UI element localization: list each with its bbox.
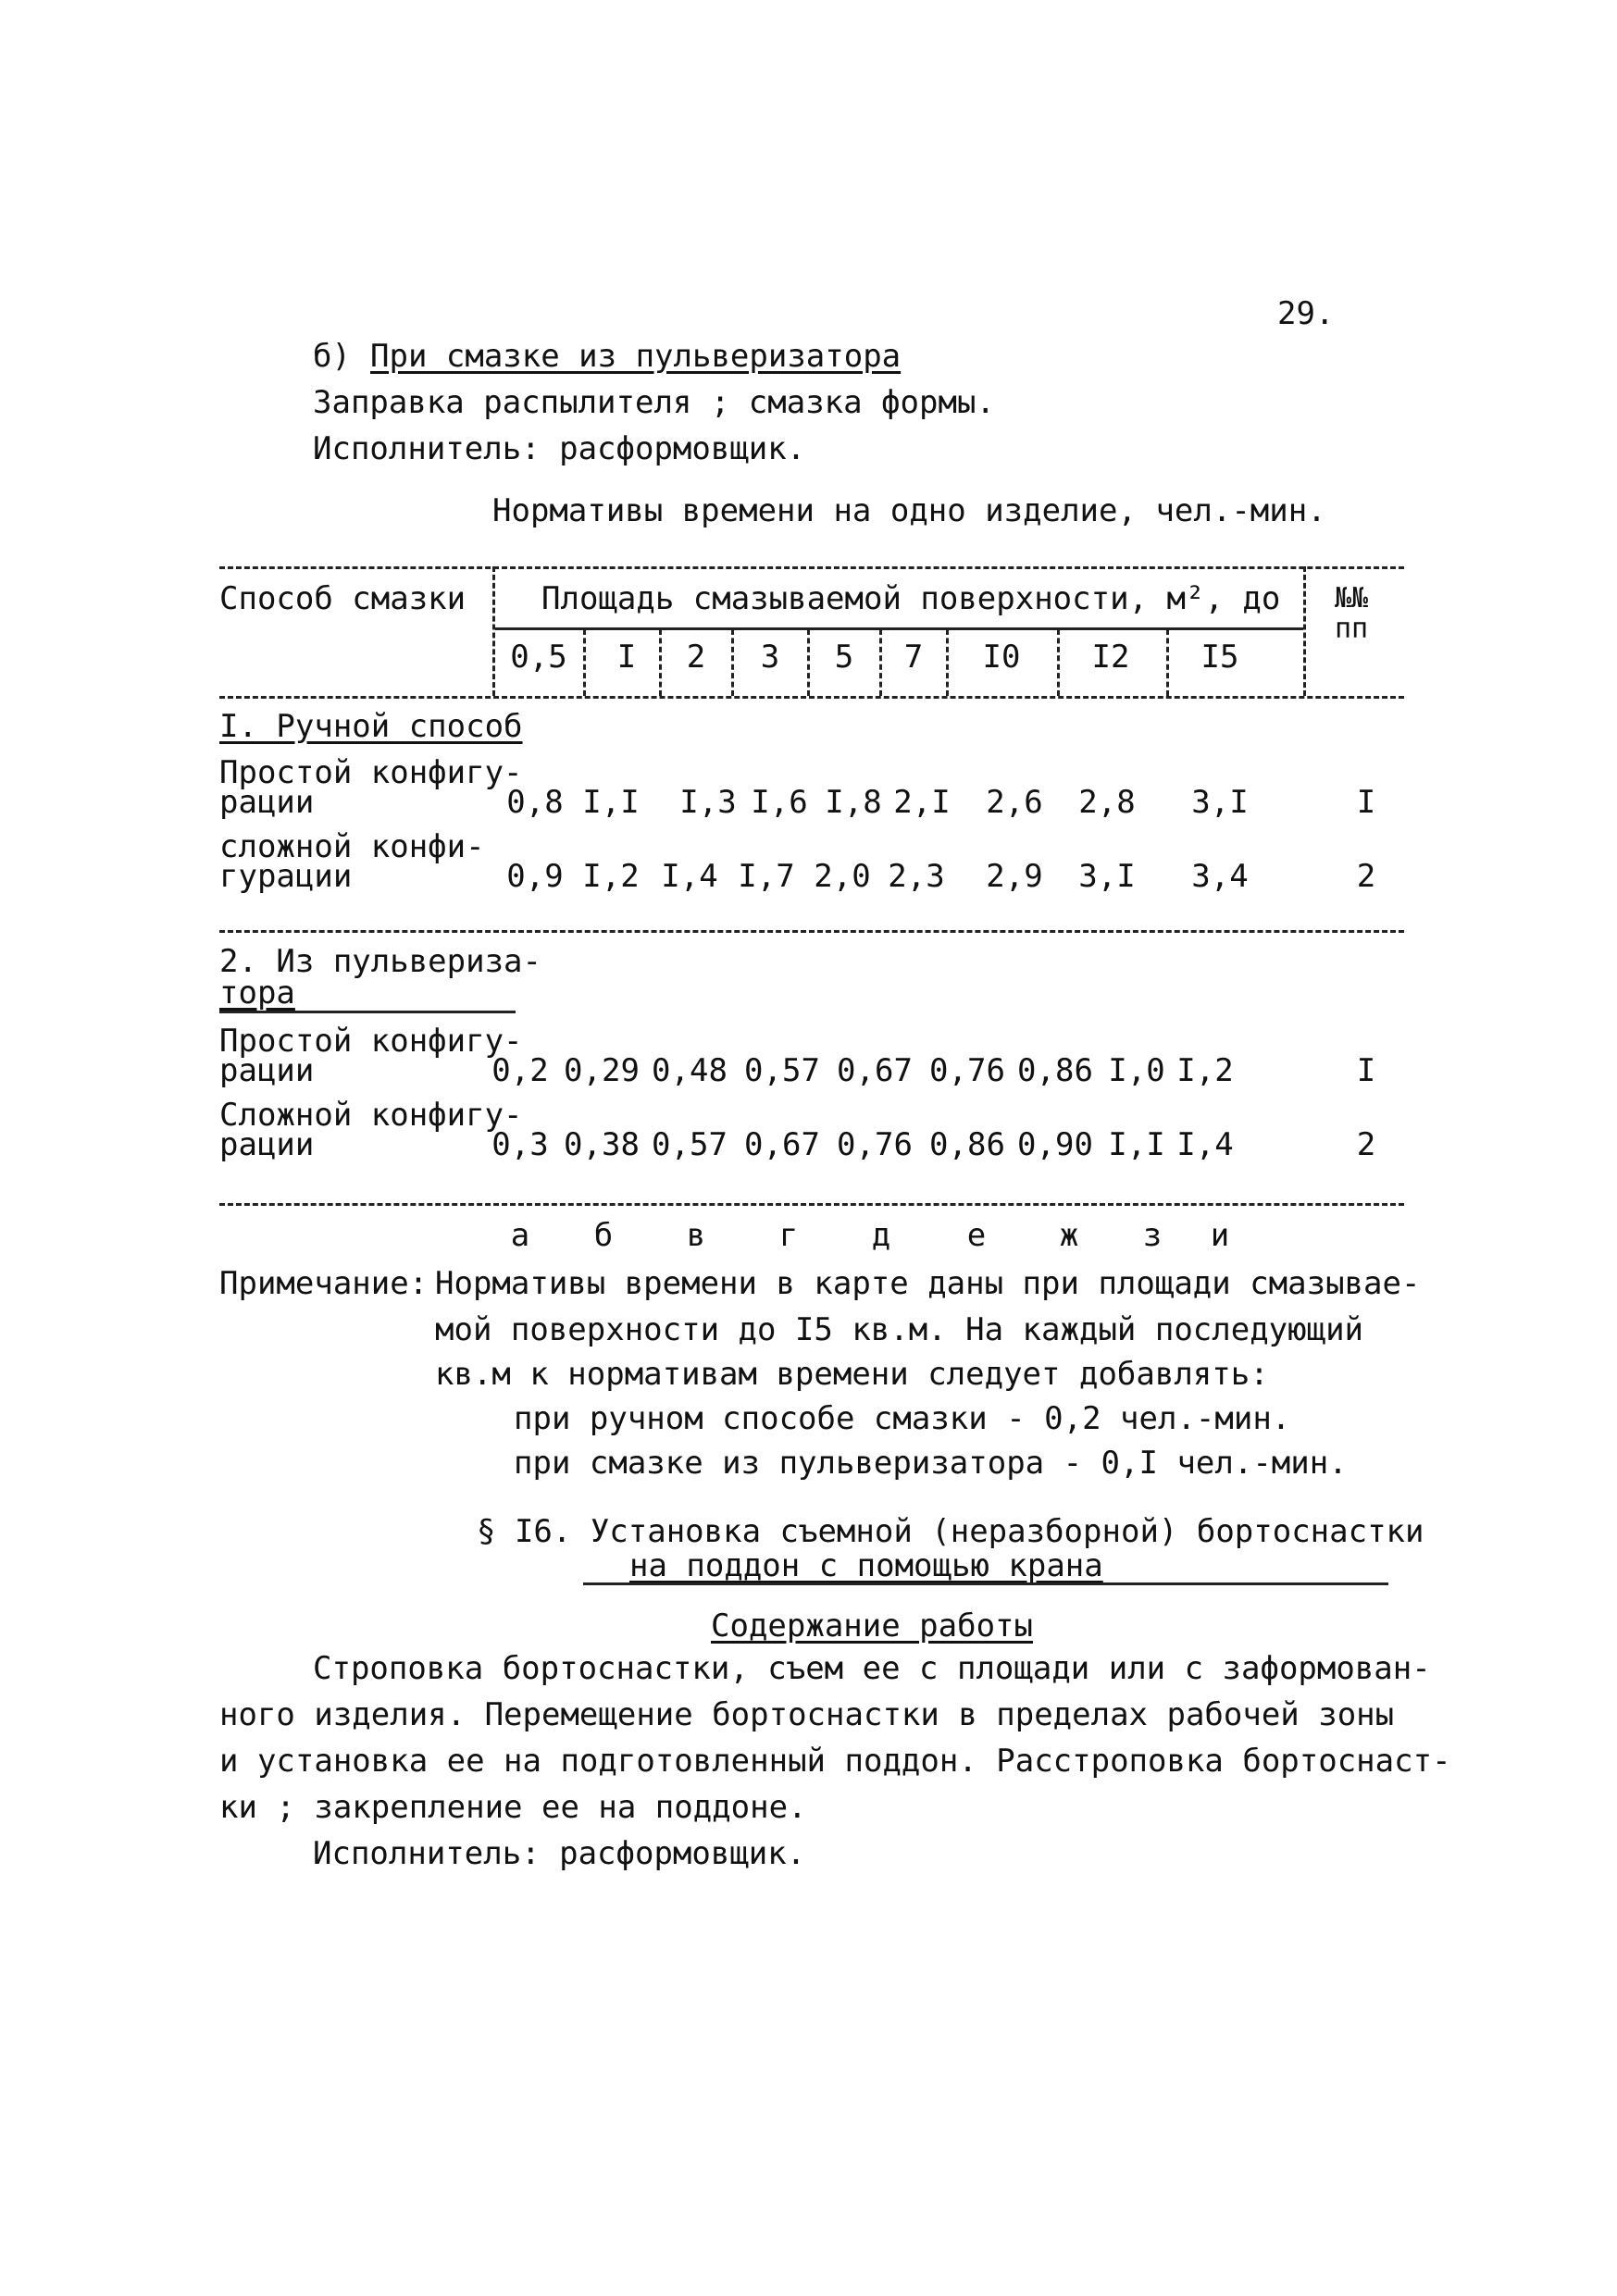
area-col: 2 (686, 639, 706, 676)
column-letter: д (871, 1217, 891, 1254)
paragraph-line: ки ; закрепление ее на поддоне. (219, 1789, 807, 1826)
header-subrule (495, 627, 1303, 630)
table-cell: I,8 (825, 784, 882, 821)
row-label: сложной конфи- (219, 828, 485, 865)
column-letter: в (686, 1217, 706, 1254)
table-cell: 2,6 (986, 784, 1043, 821)
row-number: 2 (1356, 1126, 1376, 1163)
table-cell: 2,0 (814, 858, 871, 895)
area-col: I (616, 639, 637, 676)
table-cell: 0,57 (652, 1126, 728, 1163)
table-cell: I,3 (679, 784, 737, 821)
table-cell: I,6 (751, 784, 808, 821)
table-cell: 0,90 (1017, 1126, 1093, 1163)
area-col: I5 (1200, 639, 1239, 676)
header-divider-right (1303, 566, 1306, 696)
table-cell: 0,8 (506, 784, 564, 821)
column-letter: е (966, 1217, 987, 1254)
table-cell: I,I (1108, 1126, 1165, 1163)
table-cell: 0,76 (929, 1052, 1005, 1089)
section-prefix: б) (313, 338, 351, 375)
col-sep (1166, 629, 1169, 696)
area-col: 0,5 (510, 639, 567, 676)
column-letter: и (1210, 1217, 1230, 1254)
note-line: кв.м к нормативам времени следует добавлять: (435, 1356, 1269, 1393)
row-number: I (1356, 1052, 1376, 1089)
table-cell: I,4 (1176, 1126, 1234, 1163)
col-sep (879, 629, 882, 696)
table-cell: 0,86 (929, 1126, 1005, 1163)
group-title: 2. Из пульвериза- (219, 943, 541, 980)
table-cell: 0,48 (652, 1052, 728, 1089)
table-cell: 0,67 (744, 1126, 820, 1163)
table-cell: 2,I (893, 784, 951, 821)
area-col: I0 (982, 639, 1021, 676)
table-cell: 0,9 (506, 858, 564, 895)
table-cell: I,0 (1108, 1052, 1165, 1089)
executor: Исполнитель: расформовщик. (313, 430, 806, 467)
row-number: 2 (1356, 858, 1376, 895)
col-sep (583, 629, 586, 696)
row-label: рации (219, 784, 315, 821)
table-cell: 0,2 (491, 1052, 549, 1089)
row-label: Сложной конфигу- (219, 1097, 523, 1134)
section16-rule (583, 1582, 1388, 1585)
paragraph-line: и установка ее на подготовленный поддон. Расстроповка бортоснаст- (219, 1743, 1451, 1780)
col-sep (807, 629, 810, 696)
table-top-rule (219, 566, 1404, 569)
column-letter: з (1142, 1217, 1163, 1254)
section-title: При смазке из пульверизатора (370, 338, 902, 375)
area-col: I2 (1091, 639, 1130, 676)
row-label: рации (219, 1052, 315, 1089)
row-label: рации (219, 1126, 315, 1163)
header-area: Площадь смазываемой поверхности, м², до (541, 580, 1281, 617)
note-label: Примечание: (219, 1265, 429, 1302)
table-cell: 0,38 (564, 1126, 640, 1163)
table-cell: I,2 (1176, 1052, 1234, 1089)
table-cell: 0,29 (564, 1052, 640, 1089)
col-sep (1057, 629, 1060, 696)
table-caption: Нормативы времени на одно изделие, чел.-мин. (492, 492, 1326, 529)
table-cell: 0,76 (837, 1126, 913, 1163)
section16-title: § I6. Установка съемной (неразборной) бортоснастки (477, 1513, 1424, 1550)
table-cell: 0,57 (744, 1052, 820, 1089)
col-sep (731, 629, 734, 696)
executor-16: Исполнитель: расформовщик. (313, 1835, 806, 1872)
page-number: 29. (1277, 295, 1335, 332)
note-line: при ручном способе смазки - 0,2 чел.-мин. (514, 1400, 1291, 1437)
header-bottom-rule (219, 696, 1404, 699)
group-title: тора (219, 974, 295, 1011)
column-letter: б (593, 1217, 614, 1254)
group-title-rule (219, 1011, 516, 1013)
area-col: 5 (834, 639, 854, 676)
table-cell: 2,9 (986, 858, 1043, 895)
row-label: Простой конфигу- (219, 754, 523, 791)
paragraph-line: Строповка бортоснастки, съем ее с площади или с заформован- (313, 1650, 1431, 1687)
work-description: Заправка распылителя ; смазка формы. (313, 384, 995, 421)
table-cell: I,4 (661, 858, 718, 895)
table-cell: 0,86 (1017, 1052, 1093, 1089)
table-cell: 0,3 (491, 1126, 549, 1163)
row-label: Простой конфигу- (219, 1023, 523, 1060)
column-letter: г (778, 1217, 799, 1254)
group-rule (219, 930, 1404, 933)
col-sep (659, 629, 662, 696)
col-sep (946, 629, 949, 696)
table-cell: 3,I (1078, 858, 1136, 895)
row-label: гурации (219, 858, 353, 895)
row-number: I (1356, 784, 1376, 821)
note-line: при смазке из пульверизатора - 0,I чел.-мин. (514, 1445, 1348, 1482)
note-line: мой поверхности до I5 кв.м. На каждый последующий (435, 1311, 1364, 1348)
table-cell: I,2 (582, 858, 640, 895)
column-letter: ж (1059, 1217, 1079, 1254)
header-num: №№ пп (1334, 582, 1369, 645)
note-line: Нормативы времени в карте даны при площади смазывае- (435, 1265, 1421, 1302)
table-bottom-rule (219, 1203, 1404, 1206)
header-method: Способ смазки (219, 580, 466, 617)
paragraph-line: ного изделия. Перемещение бортоснастки в пределах рабочей зоны (219, 1696, 1395, 1733)
area-col: 7 (903, 639, 924, 676)
table-cell: I,I (582, 784, 640, 821)
table-cell: 2,8 (1078, 784, 1136, 821)
header-divider-left (492, 566, 495, 696)
table-cell: 2,3 (888, 858, 945, 895)
table-cell: I,7 (738, 858, 795, 895)
section16-title-2: на поддон с помощью крана (629, 1547, 1103, 1584)
area-col: 3 (760, 639, 780, 676)
column-letter: а (510, 1217, 530, 1254)
table-cell: 3,I (1191, 784, 1249, 821)
table-cell: 0,67 (837, 1052, 913, 1089)
section16-subtitle: Содержание работы (711, 1607, 1033, 1644)
table-cell: 3,4 (1191, 858, 1249, 895)
group-title: I. Ручной способ (219, 708, 523, 745)
